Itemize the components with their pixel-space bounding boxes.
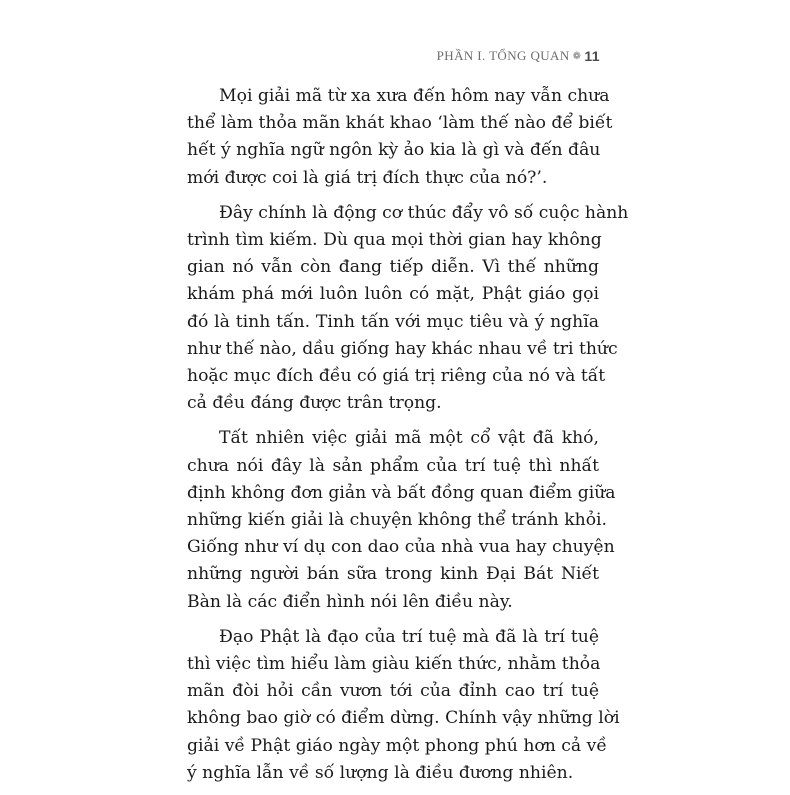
text-line: mới được coi là giá trị đích thực của nó?’. xyxy=(187,167,548,188)
text-line: những người bán sữa trong kinh Đại Bát Niết xyxy=(187,564,599,585)
text-line: Giống như ví dụ con dao của nhà vua hay chuyện xyxy=(187,537,615,558)
text-line: Đây chính là động cơ thúc đẩy vô số cuộc hành xyxy=(219,202,629,223)
text-line: ý nghĩa lẫn về số lượng là điều đương nhiên. xyxy=(187,762,574,783)
body-text xyxy=(187,83,629,795)
text-line: Bàn là các điển hình nói lên điều này. xyxy=(187,591,513,612)
text-line: giải về Phật giáo ngày một phong phú hơn cả về xyxy=(187,735,607,756)
text-line: Mọi giải mã từ xa xưa đến hôm nay vẫn chưa xyxy=(219,86,610,106)
text-line: Đạo Phật là đạo của trí tuệ mà đã là trí tuệ xyxy=(219,626,599,647)
text-line: Tất nhiên việc giải mã một cổ vật đã khó, xyxy=(219,428,599,449)
text-line: cả đều đáng được trân trọng. xyxy=(187,393,442,414)
text-line: mãn đòi hỏi cần vươn tới của đỉnh cao trí tuệ xyxy=(187,681,599,702)
text-line: chưa nói đây là sản phẩm của trí tuệ thì nhất xyxy=(187,455,599,476)
page-number: 11 xyxy=(584,48,600,64)
paragraph xyxy=(187,200,629,418)
text-line: những kiến giải là chuyện không thể tránh khỏi. xyxy=(187,510,608,531)
text-line: hết ý nghĩa ngữ ngôn kỳ ảo kia là gì và đến đâu xyxy=(187,140,601,161)
text-line: đó là tinh tấn. Tinh tấn với mục tiêu và ý nghĩa xyxy=(187,311,599,332)
text-line: không bao giờ có điểm dừng. Chính vậy những lời xyxy=(187,708,620,729)
paragraph xyxy=(187,83,613,192)
text-line: khám phá mới luôn luôn có mặt, Phật giáo gọi xyxy=(187,284,599,305)
flower-ornament-icon: ❁ xyxy=(572,50,582,62)
paragraph xyxy=(187,425,616,615)
section-title: PHẦN I. TỔNG QUAN xyxy=(436,48,570,63)
text-line: định không đơn giản và bất đồng quan điểm giữa xyxy=(187,482,616,503)
text-line: gian nó vẫn còn đang tiếp diễn. Vì thế những xyxy=(187,257,599,278)
text-line: hoặc mục đích đều có giá trị riêng của nó và tất xyxy=(187,366,606,387)
running-header xyxy=(437,48,600,64)
text-line: như thế nào, dầu giống hay khác nhau về tri thức xyxy=(187,338,618,359)
text-line: thì việc tìm hiểu làm giàu kiến thức, nhằm thỏa xyxy=(187,654,601,675)
text-line: thể làm thỏa mãn khát khao ‘làm thế nào để biết xyxy=(187,113,613,134)
paragraph xyxy=(187,624,620,787)
text-line: trình tìm kiếm. Dù qua mọi thời gian hay không xyxy=(187,230,602,251)
